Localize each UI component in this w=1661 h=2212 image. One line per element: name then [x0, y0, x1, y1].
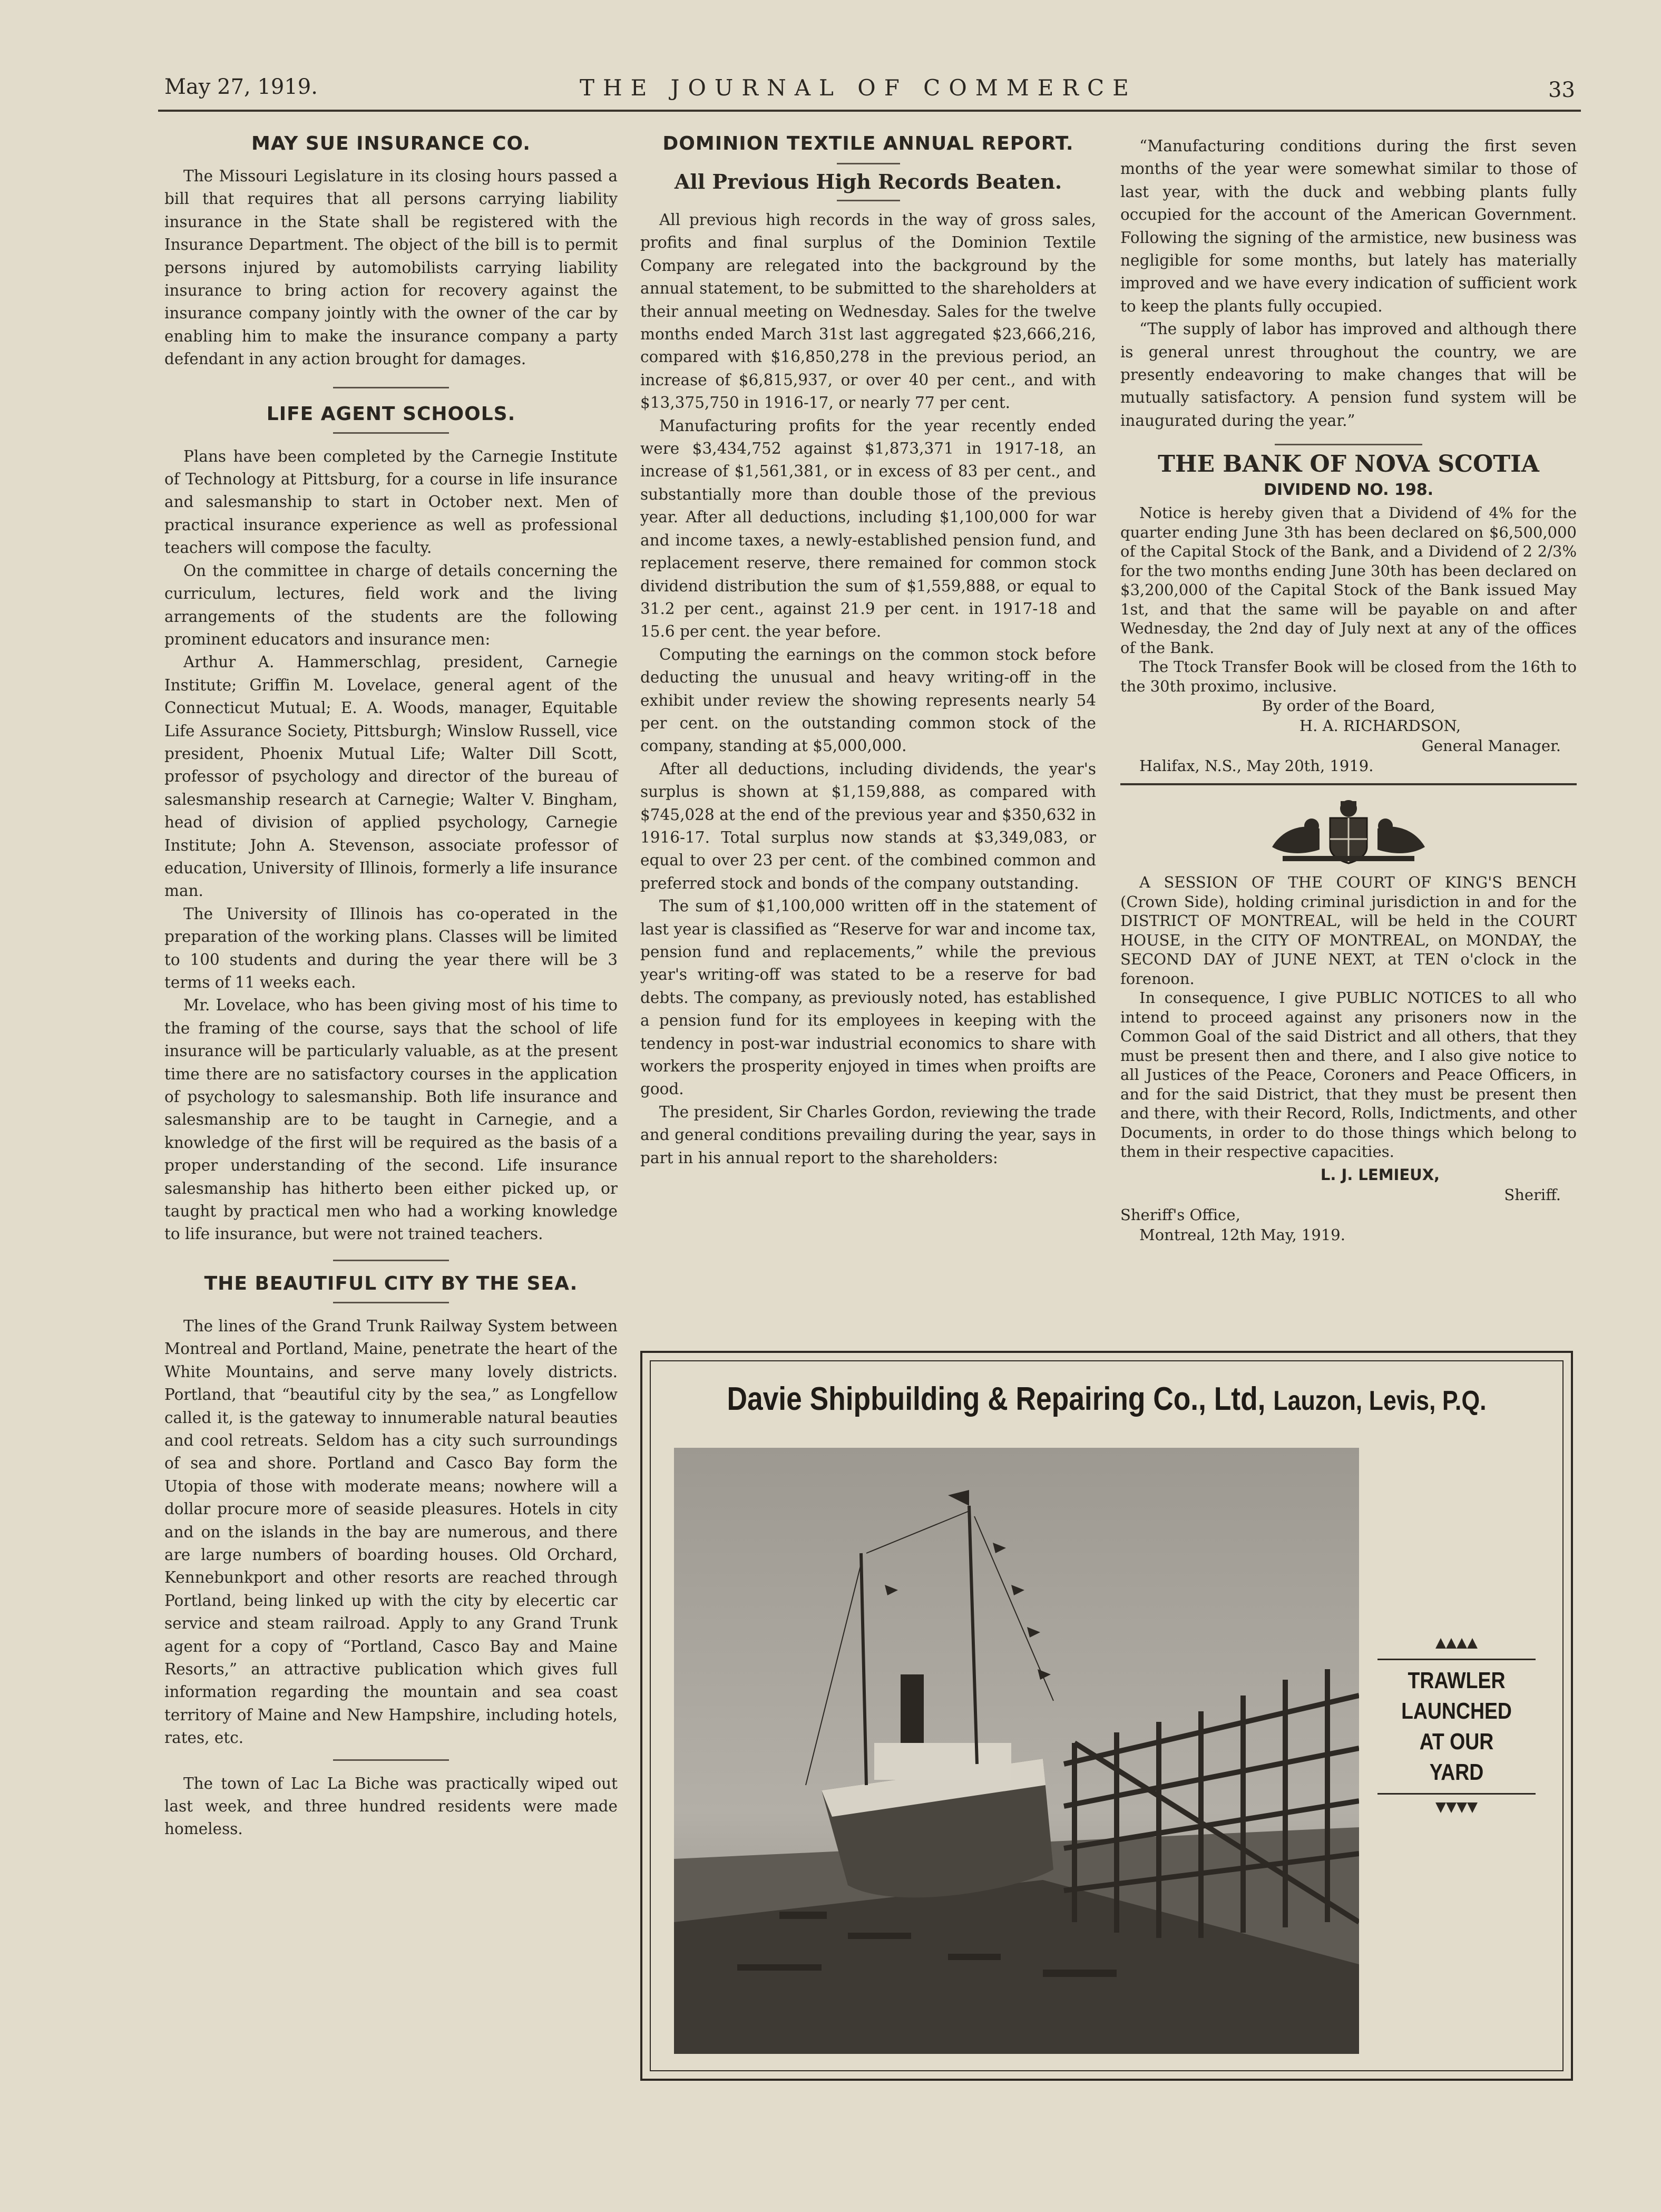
masthead-title: THE JOURNAL OF COMMERCE [580, 75, 1137, 101]
heading-divider [837, 163, 900, 164]
article-paragraph: “The supply of labor has improved and although there is general unrest throughout the country, we are presently endeavoring to make changes that will be mutually satisfactory. A pension fund system will be inaugurated during the year.” [1120, 320, 1577, 430]
article-paragraph: Manufacturing profits for the year recently ended were $3,434,752 against $1,873,371 in 1917-18, an increase of $1,561,381, or in excess of 83 per cent., and substantially more than double those of the previous year. After all deductions, including $1,100,000 for war and income taxes, a newly-established pension fund, and replacement reserve, there remained for common stock dividend distribution the sum of $1,559,888, or equal to 31.2 per cent., against 21.9 per cent. in 1917-18 and 15.6 per cent. the year before. [640, 416, 1096, 641]
article-paragraph: “Manufacturing conditions during the first seven months of the year were somewhat similar to those of last year, with the duck and webbing plants fully occupied for the account of the American Government. Following the signing of the armistice, new business was negligible for some months, but lately has materially improved and we have every indication of sufficient work to keep the plants fully occupied. [1120, 137, 1577, 315]
ship-launch-photo [674, 1448, 1359, 2054]
page-number: 33 [1548, 78, 1575, 102]
article-paragraph: The lines of the Grand Trunk Railway System between Montreal and Portland, Maine, penetrate the heart of the White Mountains, and serve many lovely districts. Portland, that “beautiful city by the sea,” as Longfellow called it, is the gateway to innumerable natural beauties and cool retreats. Seldom has a city such surroundings of sea and shore. Portland and Casco Bay form the Utopia of those with moderate means; nowhere will a dollar procure more of seaside pleasures. Hotels in city and on the islands in the bay are numerous, and there are large numbers of boarding houses. Old Orchard, Kennebunkport and other resorts are reached through Portland, being linked up with the city by elecertic car service and steam railroad. Apply to any Grand Trunk agent for a copy of “Portland, Casco Bay and Maine Resorts,” an attractive publication which gives full information regarding the mountain and sea coast territory of Maine and New Hampshire, including hotels, rates, etc. [164, 1317, 618, 1747]
column-middle [640, 125, 1096, 1170]
article-paragraph: The president, Sir Charles Gordon, reviewing the trade and general conditions prevailing during the year, says in part in his annual report to the shareholders: [640, 1103, 1096, 1167]
bank-notice-signatory: H. A. RICHARDSON, [1299, 717, 1461, 735]
header-rule [158, 110, 1581, 112]
court-notice-role: Sheriff. [1504, 1185, 1561, 1204]
article-paragraph: The town of Lac La Biche was practically wiped out last week, and three hundred residents were made homeless. [164, 1774, 618, 1838]
column-left [164, 125, 618, 1841]
court-notice-signatory: L. J. LEMIEUX, [1320, 1165, 1440, 1184]
bank-notice-subtitle: DIVIDEND NO. 198. [1263, 481, 1434, 500]
bank-notice-order: By order of the Board, [1262, 697, 1435, 715]
notice-divider [1120, 783, 1577, 785]
article-paragraph: On the committee in charge of details concerning the curriculum, lectures, field work and the living arrangements of the students are the following prominent educators and insurance men: [164, 561, 618, 648]
davie-shipbuilding-advertisement [640, 1351, 1573, 2081]
side-panel-rule [1377, 1793, 1536, 1795]
article-paragraph: Plans have been completed by the Carnegie Institute of Technology at Pittsburg, for a course in life insurance and salesmanship to start in October next. Men of practical insurance experience as well as professional teachers will compose the faculty. [164, 447, 618, 557]
bank-notice-role: General Manager. [1421, 737, 1561, 755]
article-paragraph: The Missouri Legislature in its closing hours passed a bill that requires that all persons carrying liability insurance in the State shall be registered with the Insurance Department. The object of the bill is to permit persons injured by automobilists carrying liability insurance to bring action for recovery against the insurance company jointly with the owner of the car by enabling him to make the insurance company a party defendant in any action brought for damages. [164, 167, 618, 368]
ad-title [707, 1380, 1506, 1418]
article-paragraph: Arthur A. Hammerschlag, president, Carnegie Institute; Griffin M. Lovelace, general agent of the Connecticut Mutual; E. A. Woods, manager, Equitable Life Assurance Society, Pittsburgh; Winslow Russell, vice president, Phoenix Mutual Life; Walter Dill Scott, professor of psychology and director of the bureau of salesmanship research at Carnegie; Walter V. Bingham, head of division of applied psychology, Carnegie Institute; John A. Stevenson, associate professor of education, University of Illinois, formerly a life insurance man. [164, 653, 618, 900]
royal-coat-of-arms-icon [1262, 797, 1435, 865]
ad-company-name: Davie Shipbuilding & Repairing Co., Ltd, [727, 1381, 1266, 1417]
column-right [1120, 125, 1577, 1245]
article-paragraph: The University of Illinois has co-operated in the preparation of the working plans. Classes will be limited to 100 students and during the year there will be 3 terms of 11 weeks each. [164, 904, 618, 991]
heading-divider [837, 200, 900, 201]
section-divider [333, 387, 449, 388]
article-heading-city-by-sea: THE BEAUTIFUL CITY BY THE SEA. [204, 1272, 578, 1294]
ad-side-line: YARD [1429, 1759, 1484, 1785]
ad-side-line: AT OUR [1419, 1729, 1494, 1755]
section-divider [333, 1759, 449, 1761]
bank-notice-paragraph: The Ttock Transfer Book will be closed from the 16th to the 30th proximo, inclusive. [1120, 658, 1577, 695]
issue-date: May 27, 1919. [164, 75, 318, 99]
ornament-icon [1433, 1635, 1480, 1651]
article-paragraph: Computing the earnings on the common stock before deducting the unusual and heavy writing-off in the exhibit under review the showing represents nearly 54 per cent. on the outstanding common stock of the company, standing at $5,000,000. [640, 645, 1096, 755]
section-divider [333, 1260, 449, 1261]
ad-side-panel [1377, 1635, 1536, 1818]
article-paragraph: The sum of $1,100,000 written off in the statement of last year is classified as “Reserve for war and income tax, pension fund and replacements,” while the previous year's writing-off was stated to be a reserve for bad debts. The company, as previously noted, has established a pension fund for its employees in keeping with the tendency in post-war industrial economics to share with workers the prosperity enjoyed in times when proifts are good. [640, 897, 1096, 1098]
court-notice-paragraph: A SESSION OF THE COURT OF KING'S BENCH (Crown Side), holding criminal jurisdiction in and for the DISTRICT OF MONTREAL, will be held in the COURT HOUSE, in the CITY OF MONTREAL, on MONDAY, the SECOND DAY of JUNE NEXT, at TEN o'clock in the forenoon. [1120, 873, 1577, 988]
court-notice-office: Sheriff's Office, [1120, 1205, 1240, 1224]
article-paragraph: Mr. Lovelace, who has been giving most of his time to the framing of the course, says that the school of life insurance will be particularly valuable, as at the present time there are no satisfactory courses in the application of psychology to salesmanship. Both life insurance and salesmanship are to be taught in Carnegie, and a knowledge of the first will be required as the basis of a proper understanding of the second. Life insurance salesmanship has hitherto been either picked up, or taught by practical men who had a working knowledge to life insurance, but were not trained teachers. [164, 996, 618, 1243]
ornament-icon [1433, 1800, 1480, 1816]
bank-notice-title: THE BANK OF NOVA SCOTIA [1158, 451, 1539, 478]
trawler-launch-illustration [674, 1448, 1359, 2054]
section-divider [1275, 444, 1422, 445]
ad-side-line: LAUNCHED [1401, 1698, 1512, 1724]
ad-side-line: TRAWLER [1408, 1668, 1506, 1693]
article-paragraph: All previous high records in the way of gross sales, profits and final surplus of the Dominion Textile Company are relegated into the background by the annual statement, to be submitted to the shareholders at their annual meeting on Wednesday. Sales for the twelve months ended March 31st last aggregated $23,666,216, compared with $16,850,278 in the previous period, an increase of $6,815,937, or over 40 per cent., and with $13,375,750 in 1916-17, or nearly 77 per cent. [640, 211, 1096, 412]
court-notice-date: Montreal, 12th May, 1919. [1139, 1225, 1345, 1244]
heading-divider [333, 432, 449, 434]
side-panel-rule [1377, 1659, 1536, 1660]
bank-notice-paragraph: Notice is hereby given that a Dividend of 4% for the quarter ending June 3th has been declared on $6,500,000 of the Capital Stock of the Bank, and a Dividend of 2 2/3% for the two months ending June 30th has been declared on $3,200,000 of the Capital Stock of the Bank issued May 1st, and that the same will be payable on and after Wednesday, the 2nd day of July next at any of the offices of the Bank. [1120, 504, 1577, 657]
court-notice-paragraph: In consequence, I give PUBLIC NOTICES to all who intend to proceed against any prisoners now in the Common Goal of the said District and all others, that they must be present then and there, and I also give notice to all Justices of the Peace, Coroners and Peace Officers, in and for the said District, that they must be present then and there, with their Record, Rolls, Indictments, and other Documents, in order to do those things which belong to them in their respective capacities. [1120, 989, 1577, 1161]
article-heading-dominion-textile: DOMINION TEXTILE ANNUAL REPORT. [662, 133, 1074, 154]
article-subheading: All Previous High Records Beaten. [674, 170, 1062, 193]
article-paragraph: After all deductions, including dividends, the year's surplus is shown at $1,159,888, as compared with $745,028 at the end of the previous year and $350,632 in 1916-17. Total surplus now stands at $3,349,083, or equal to over 23 per cent. of the combined common and preferred stock and bonds of the company outstanding. [640, 759, 1096, 892]
bank-notice-place-date: Halifax, N.S., May 20th, 1919. [1139, 757, 1374, 775]
article-heading-may-sue: MAY SUE INSURANCE CO. [251, 133, 531, 154]
article-heading-life-agent: LIFE AGENT SCHOOLS. [266, 403, 516, 425]
heading-divider [333, 1302, 449, 1303]
ad-location: Lauzon, Levis, P.Q. [1273, 1386, 1487, 1416]
